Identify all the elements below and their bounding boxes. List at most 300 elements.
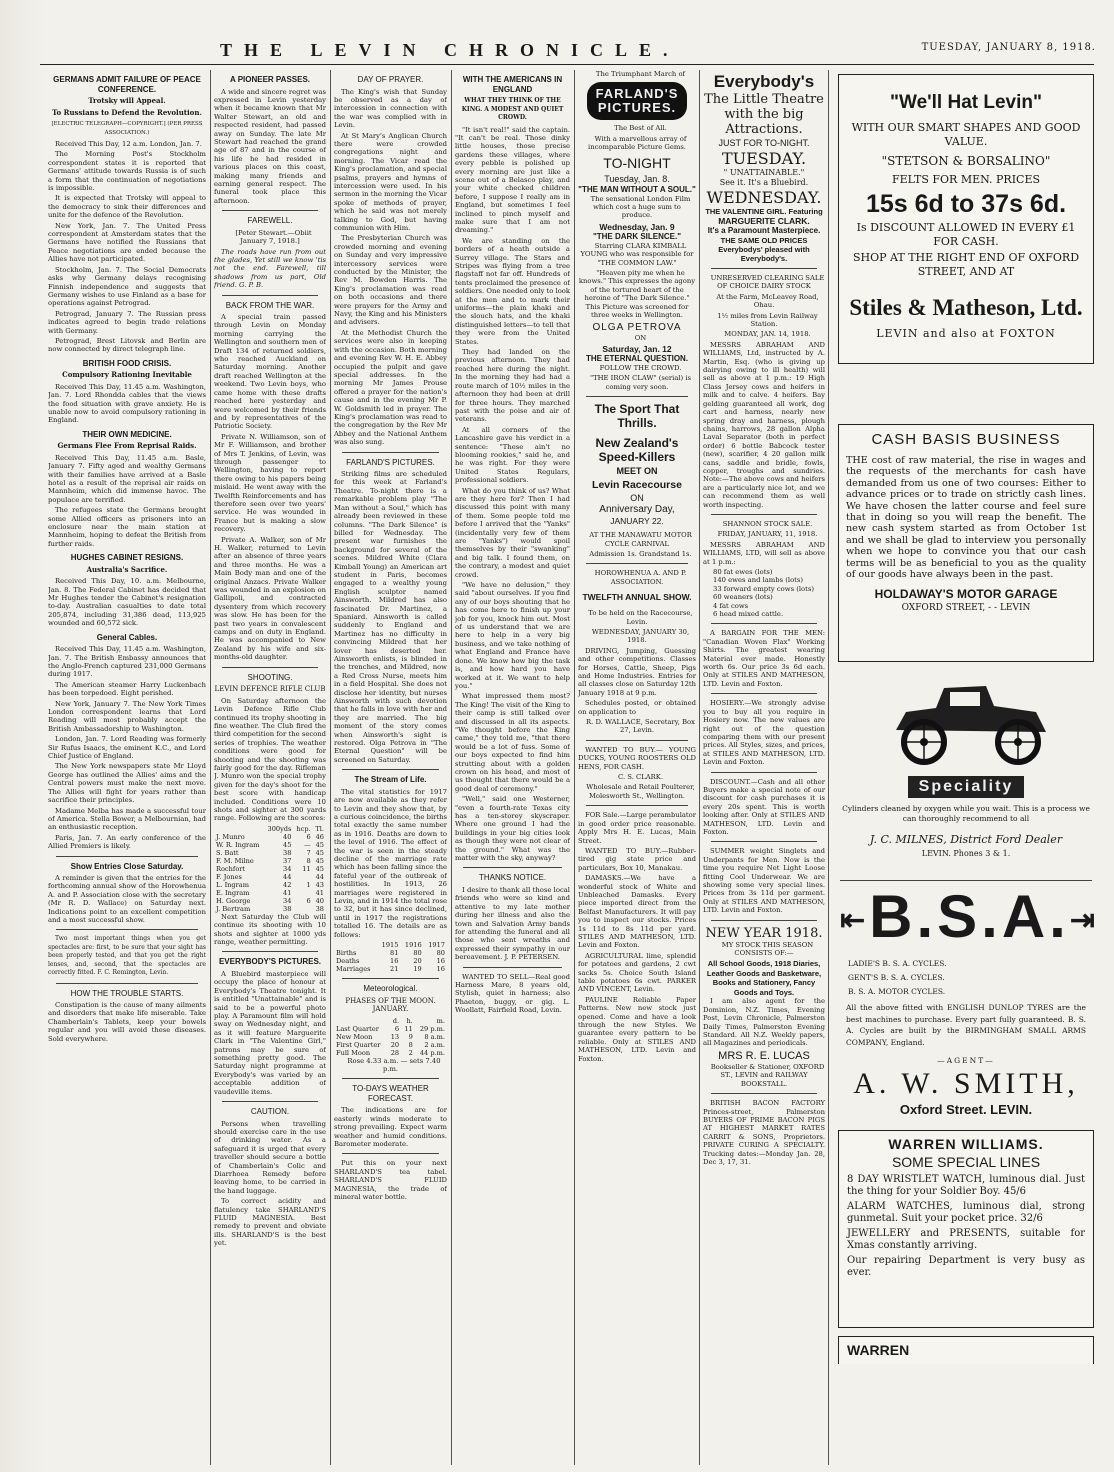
classified-ad: WANTED TO BUY.— YOUNG DUCKS, YOUNG ROOSTERS OLD HENS, FOR CASH.	[578, 745, 696, 771]
ad-text: SHOP AT THE RIGHT END OF OXFORD STREET, AND AT	[852, 251, 1080, 278]
farlands-logo	[578, 82, 696, 120]
divider	[711, 514, 817, 515]
table-cell: 45	[315, 864, 324, 873]
table-row	[214, 873, 326, 881]
column-rule	[828, 70, 829, 1465]
classified-ad: FOR Sale.—Large perambulator in good order price reasonable. Apply Mrs H. E. Lucas, Main Street.	[578, 811, 696, 845]
article-paragraph: Striking films are scheduled for this week at Farland's Theatre. To-night there is a remarkable problem play "The Man without a Soul," which has already been reviewed in these columns. "The Dark Silence" is billed for Wednesday. The present war furnishes the background for several of the scenes. Mildred White (Clara Kimball Young) an American art student in Paris, becomes engaged to a wealthy young English sculptor named Ainsworth. Mildred has also fascinated Dr. Martinez, a Spaniard. Ainsworth is called suddenly to England and Martinez has no difficulty in convincing Mildred that her lover has deserted her. Ainsworth enlists, is blinded in the trenches, and Mildred, now a Red Cross Nurse, meets him in a field Hospital. She does not disclose her identity, but nurses Ainsworth with such devotion that he falls in love with her and they are married. The big moment of the story comes when Ainsworth's sight is restored. Olga Petrova in "The Eternal Question" will be screened on Saturday.	[334, 470, 447, 764]
headline: A PIONEER PASSES.	[229, 75, 311, 84]
divider	[56, 856, 198, 857]
ad-date: MONDAY, JAN. 14, 1918.	[724, 330, 811, 339]
film-title: THE VALENTINE GIRL. Featuring	[705, 207, 823, 216]
ad-heading: MRS R. E. LUCAS	[718, 1049, 810, 1062]
table-cell: 38	[283, 848, 292, 857]
article-paragraph: The King's wish that Sunday be observed as a day of intercession in connection with the war was complied with in Levin.	[334, 87, 447, 130]
divider	[222, 210, 318, 211]
classified-ad: SUMMER weight Singlets and Underpants for Men. Now is the time you require Net Light Loose fitting Cool Underwear. We are showing some very special lines. Prices from 3s 11d per garment. Only at STILES AND MATHESON, LTD. Levin and Foxton.	[703, 847, 825, 915]
table-header	[334, 1017, 387, 1025]
table-cell	[293, 889, 312, 897]
divider	[586, 740, 688, 741]
ad-date: JANUARY 22.	[610, 516, 664, 527]
ad-text: 1½ miles from Levin Railway Station.	[717, 311, 818, 329]
headline: GERMANS ADMIT FAILURE OF PEACE CONFERENCE.	[53, 75, 201, 94]
list-item: B. S. A. MOTOR CYCLES.	[848, 987, 946, 997]
table-header: m.	[436, 1016, 445, 1025]
motor-car-illustration	[866, 672, 1066, 772]
ad-text: "STETSON & BORSALINO"	[881, 154, 1051, 168]
table-cell: 28	[390, 1048, 400, 1057]
ad-text: "Heaven pity me when he knows." This expresses the agony of the tortured heart of the heroine of "The Dark Silence." This Picture was screened for three weeks in Wellington.	[578, 269, 696, 320]
table-cell: 16	[390, 957, 399, 966]
film-title: "THE MAN WITHOUT A SOUL."	[578, 184, 696, 194]
table-cell: Deaths	[336, 957, 360, 966]
column-rule	[330, 70, 331, 1465]
table-cell: 46	[315, 832, 324, 841]
classified-ad: A BARGAIN FOR THE MEN: "Canadian Woven Flax" Working Shirts. The greatest wearing Material ever made. Honestly worth 6s. Our price 3s 6d each. Only at STILES AND MATHESON, LTD. Levin and Foxton.	[703, 629, 825, 688]
ad-heading: TWELFTH ANNUAL SHOW.	[582, 592, 692, 603]
article-paragraph: Received This Day, 10. a.m. Melbourne, Jan. 8. The Federal Cabinet has decided that Mr Hughes tender the Cabinet's resignation to-day. Australian casualties to date total 205,874, including 31,386 dead, 113,925 wounded and 60,572 sick.	[48, 577, 206, 628]
table-header: hcp.	[296, 824, 311, 833]
arrow-right-icon: ⇥	[1069, 904, 1099, 938]
ad-text: Starring CLARA KIMBALL YOUNG who was responsible for "THE COMMON LAW."	[580, 241, 694, 267]
table-header-row	[334, 941, 447, 949]
table-cell: 11	[302, 864, 311, 873]
table-cell: 80	[436, 949, 445, 958]
ad-heading: New Zealand's Speed-Killers	[595, 436, 679, 465]
list-item: 33 forward empty cows (lots)	[713, 584, 815, 593]
headline: Show Entries Close Saturday.	[70, 861, 184, 871]
table-cell: 6	[306, 896, 311, 905]
ad-text: The Little Theatre with the big Attractions.	[704, 92, 824, 137]
ad-text: OXFORD STREET, - - LEVIN	[901, 603, 1031, 614]
table-row	[214, 881, 326, 889]
table-cell: 38	[315, 904, 324, 913]
subheadline: Compulsory Rationing Inevitable	[62, 370, 192, 380]
ad-text: With a marvellous array of incomparable Picture Gems.	[588, 134, 687, 152]
advert-paragraph: To correct acidity and flatulency take SHARLAND'S FLUID MAGNESIA. Best remedy to prevent and obviate ills. SHARLAND'S is the best yet.	[214, 1197, 326, 1248]
divider	[342, 1153, 439, 1154]
ad-text: Bookseller & Stationer, OXFORD ST., LEVIN and RAILWAY BOOKSTALL.	[710, 1062, 825, 1088]
classified-ad: HOSIERY.—We strongly advise you to buy all you require in Hosiery now. The new values are right out of the question comparing them with our present prices. All Styles, sizes, and prices, at STILES AND MATHESON, LTD. Levin and Foxton.	[703, 699, 825, 767]
masthead-rule	[40, 64, 1094, 65]
divider	[222, 295, 318, 296]
bsa-logo	[840, 883, 1099, 953]
article-paragraph: The refugees state the Germans brought some Allied officers as prisoners into an enclosure near the main station at Mannheim, hoping to defeat the British from further raids.	[48, 506, 206, 548]
divider	[463, 967, 562, 968]
divider	[711, 1093, 817, 1094]
list-item: 60 weaners (lots)	[713, 593, 773, 602]
credit-line: [ELECTRIC TELEGRAPH—COPYRIGHT.] (PER PRESS ASSOCIATION.)	[51, 121, 203, 136]
divider	[840, 880, 1092, 881]
ad-text: ON	[634, 333, 647, 342]
classified-ad: DISCOUNT.—Cash and all other Buyers make a special note of our discount for cash purchases it is every 20s spent. This is worth looking after. Only at STILES AND MATHESON, LTD. Levin and Foxton.	[703, 777, 825, 836]
article-paragraph: "We have no delusion," they said "about ourselves. If you find any of our boys shouting that he has come here to finish up your job for you, knock him out. Most of us understand that we are here to help in a very big business, and we take nothing of what England and France have done. We know how big the task is, and how hard you have worked at it. We want to help you."	[455, 581, 570, 690]
ad-text: MARGUERITE CLARK.	[718, 216, 810, 226]
table-row	[334, 1041, 447, 1049]
table-header	[334, 941, 377, 949]
film-title: " UNATTAINABLE."	[723, 168, 805, 177]
table-cell: 45	[315, 840, 324, 849]
classified-ad: AGRICULTURAL lime, splendid for potatoes and gardens, 2 cwt sacks 5s. Choice South Island table potatoes 6s cwt. PARKER AND VINCENT, Levin.	[578, 951, 696, 994]
ad-text: See it. It's a Bluebird.	[719, 178, 809, 187]
table-cell: 1	[306, 880, 311, 889]
table-cell: 2 a.m.	[424, 1040, 445, 1049]
ad-text: MEET ON	[616, 466, 658, 477]
article-paragraph: At the Methodist Church the services were also in keeping with the occasion. Both morning and evening Rev W. H. E. Abbey occupied the pulpit and gave special addresses. In the morning Mr James Prouse offered a prayer for the nation's cause and in the evening Mr P. W. Goldsmith led in prayer. The King's proclamation was read to the congregation by the Rev Mr Abbey and the National Anthem was also sung.	[334, 328, 447, 447]
headline: BACK FROM THE WAR.	[225, 300, 315, 310]
table-cell: H. George	[216, 896, 251, 905]
ad-text: Admission 1s. Grandstand 1s.	[589, 549, 692, 558]
subheadline: WHAT THEY THINK OF THE KING. A MODEST AND QUIET CROWD.	[461, 97, 564, 121]
headline: FARLAND'S PICTURES.	[346, 457, 435, 467]
list-item: 80 fat ewes (lots)	[713, 568, 773, 576]
table-cell: 11	[404, 1024, 413, 1033]
table-row	[214, 905, 326, 913]
table-row	[214, 833, 326, 841]
ad-date: FRIDAY, JANUARY, 11, 1918.	[717, 530, 818, 539]
table-cell: 34	[283, 864, 292, 873]
list-item: 4 fat cows	[713, 601, 749, 610]
warren-advert-continued	[838, 1336, 1094, 1364]
article-paragraph: A special train passed through Levin on Monday morning carrying the Wellington and southern men of Draft 134 of returned soldiers, who reached Auckland on Saturday morning. Another draft reached Wellington at the weekend. Two Levin boys, who came home with these drafts reached here yesterday and were welcomed by their friends and by representatives of the Patriotic Society.	[214, 313, 326, 431]
table-header: d.	[392, 1016, 400, 1025]
table-cell: 6	[394, 1024, 400, 1033]
ad-text: It's a Paramount Masterpiece.	[707, 226, 821, 235]
headline: DAY OF PRAYER.	[357, 75, 424, 84]
ad-text: Oxford Street. LEVIN.	[899, 1102, 1033, 1118]
divider	[711, 623, 817, 624]
table-row	[334, 965, 447, 973]
article-paragraph: New York, Jan. 7. The United Press correspondent at Amsterdam states that the Germans have notified the Russians that Peace negotiations are ended because the Allies have not participated.	[48, 221, 206, 264]
table-row	[334, 1033, 447, 1041]
column-4	[455, 70, 570, 1465]
table-row	[214, 897, 326, 905]
table-cell: E. Ingram	[216, 888, 250, 897]
article-paragraph: At all corners of the Lancashire gave his verdict in a sentence: "These ain't no blooming rookies," said he, and he was right. For they were United States Regulars, professional soldiers.	[455, 425, 570, 485]
masthead-date: TUESDAY, JANUARY 8, 1918.	[921, 42, 1096, 53]
ad-text: MESSRS ABRAHAM AND WILLIAMS, LTD, will sell as above at 1 p.m.:	[703, 540, 825, 566]
ad-text: "THE IRON CLAW" (serial) is coming very soon.	[589, 374, 692, 391]
table-cell: 20	[413, 957, 422, 966]
table-cell: 45	[283, 840, 292, 849]
headline: WITH THE AMERICANS IN ENGLAND	[462, 75, 563, 94]
column-6	[703, 70, 825, 1465]
table-cell: S. Batt	[216, 848, 239, 857]
headline: SHOOTING.	[247, 672, 293, 682]
ad-date: WEDNESDAY, JANUARY 30, 1918.	[591, 627, 690, 645]
article-paragraph: A wide and sincere regret was expressed in Levin yesterday when it became known that Mr Walter Stewart, an old and respected resident, had passed away on Sunday. The late Mr Stewart had reached the grand age of 87 and in the course of his life he had resided in various places on this coast, making many friends and earning general respect. The funeral took place this afternoon.	[214, 87, 326, 205]
table-cell: J. Munro	[216, 832, 245, 841]
table-cell: 40	[315, 896, 324, 905]
article-paragraph: London, Jan. 7. Lord Reading was formerly Sir Rufus Isaacs, the eminent K.C., and Lord Chief Justice of England.	[48, 735, 206, 761]
headline: HUGHES CABINET RESIGNS.	[70, 553, 184, 563]
headline: EVERYBODY'S PICTURES.	[218, 957, 322, 967]
table-cell: 21	[390, 965, 399, 974]
article-paragraph: The American steamer Harry Luckenbach has been torpedoed. Eight perished.	[48, 680, 206, 698]
table-cell: Births	[336, 949, 357, 958]
divider	[222, 1101, 318, 1102]
divider	[222, 667, 318, 668]
article-paragraph: On Saturday afternoon the Levin Defence Rifle Club continued its trophy shooting in fine weather. The Club fired the third competition for the second series of trophies. The weather conditions were good for shooting and the shooting was fairly good for the day. Rifleman J. Munro won the special trophy given for the day's shoot for the best score with handicap included. Conditions were 10 shots and sighter at 300 yards range. Following are the scores:	[214, 696, 326, 823]
subheadline: Germans Flee From Reprisal Raids.	[57, 441, 197, 451]
classified-ad: DAMASKS.—We have a wonderful stock of White and Unbleached Damasks. Every piece imported direct from the Belfast Manufacturers. It will pay you to inspect our stocks. Prices 1s 11d to 8s 11d per yard. STILES AND MATHESON, LTD. Levin and Foxton.	[578, 874, 696, 950]
notice-paragraph: I desire to thank all those local friends who were so kind and attentive to my late mother during her illness and also the town and Salvation Army bands for attending the funeral and all those who sent wreaths and expressed their sympathy in our bereavement. J. P. PETERSEN.	[455, 885, 570, 962]
ad-heading: A. W. SMITH,	[853, 1067, 1079, 1101]
table-row	[334, 1049, 447, 1057]
ad-text: Cylinders cleaned by oxygen while you wait. This is a process we can thoroughly recommend to all	[842, 804, 1090, 823]
subheadline: LEVIN DEFENCE RIFLE CLUB	[214, 685, 326, 694]
ad-text: At the Farm, McLeavey Road, Ohau.	[716, 292, 819, 310]
table-cell: 45	[315, 856, 324, 865]
table-cell: 44	[283, 872, 292, 881]
table-row	[214, 841, 326, 849]
list-item: 140 ewes and lambs (lots)	[713, 576, 804, 585]
article-paragraph: Received This Day, 11.45 a.m. Washington, Jan. 7. The British Embassy announces that the Anglo-French captured 231,000 Germans during 1917.	[48, 645, 206, 679]
ad-text: R. D. WALLACE, Secretary, Box 27, Levin.	[586, 718, 695, 735]
article-paragraph: "It isn't real!" said the captain. "It can't be real. Those dinky little houses, those precise gardens these villages, where every pebble is polished up every morning are just like a scene out of a Belasco play, and your white checked children before, I suppose I really am in England, but sometimes I feel inclined to pinch myself and make sure that I am not dreaming."	[455, 125, 570, 235]
ad-text: Our repairing Department is very busy as ever.	[847, 1255, 1085, 1278]
column-3	[334, 70, 447, 1465]
divider	[711, 841, 817, 842]
poem-dedication: [Peter Stewart.—Obiit January 7, 1918.]	[235, 228, 312, 246]
ad-text: ALARM WATCHES, luminous dial, strong gunmetal. Suit your pocket price. 32/6	[847, 1201, 1085, 1224]
ad-text: AT THE MANAWATU MOTOR CYCLE CARNIVAL	[589, 531, 692, 548]
table-cell	[293, 873, 312, 881]
table-cell: 6	[306, 832, 311, 841]
headline: The Stream of Life.	[354, 775, 427, 785]
ad-heading: The Sport That Thrills.	[594, 402, 680, 431]
article-paragraph: A Bluebird masterpiece will occupy the place of honour at Everybody's Theatre tonight. It is entitled "Unattainable" and is said to be a powerful photo play. A Paramount film will hold sway on Wednesday night, and as it will feature Marguerite Clark in "The Valentine Girl," patrons may be sure of something pretty good. The Saturday night programme at Everybody's was varied by an acceptable addition of vaudeville items.	[214, 969, 326, 1096]
article-paragraph: Received This Day, 11.45 a.m. Basle, January 7. Fifty aged and wealthy Germans with their families have arrived at a Basle hotel as a result of the reprisal air raids on Mannheim, which did immense havoc. The populace are terrified.	[48, 453, 206, 504]
divider	[342, 769, 439, 770]
article-paragraph: Private N. Williamson, son of Mr F. Williamson, and brother of Mrs T. Jenkins, of Levin, was through passenger to Wellington, having to report there owing to his papers being mislaid. He went away with the Twelfth Reinforcements and has therefore seen over two years' service. He was wounded in France but is making a slow recovery.	[214, 432, 326, 534]
table-cell: 40	[283, 832, 292, 841]
table-cell: 45	[315, 848, 324, 857]
article-paragraph: New York, January 7. The New York Times London correspondent learns that Lord Reading will most probably accept the British Ambassadorship to Washington.	[48, 699, 206, 733]
article-paragraph: What impressed them most? The King! The visit of the King to their camp is still talked over and discussed in all its aspects. "We thought before the King came," they told me, "that there would be a lot of fuss. Some of our boys expected to find him strutting about with a golden crown on his head, and most of us thought that there would be a good deal of ceremony."	[455, 692, 570, 793]
ad-text: MESSRS ABRAHAM AND WILLIAMS, Ltd, instructed by A. Martin, Esq. (who is giving up dairying owing to ill health) will sell as above at 1 p.m.: 19 High Class Jersey cows and heifers in milk and to calve. 4 heifers. Bay gelding guaranteed all work, dog cart and harness, nearly new spring dray and harness, plough chains, harrows, 28 gallon Alpha Laval Separator (both in perfect order) 6 bottle Babcock tester (new), scarifier, 4 20 gallon milk cans, saddle and bridle, fowls, copper, troughs and sundries. Note:—The above cows and heifers are a particularly nice lot, and we can recommend them as well worth inspecting.	[703, 340, 825, 509]
ad-text: All School Goods, 1918 Diaries, Leather Goods and Basketware, Books and Stationery, Fancy Goods and Toys.	[706, 959, 822, 997]
ad-heading: Anniversary Day,	[599, 504, 675, 516]
divider	[342, 452, 439, 453]
article-paragraph: At St Mary's Anglican Church there were crowded congregations night and morning. The Vicar read the King's proclamation, and special psalms, prayers and hymns of intercession were used. In his sermon in the morning the Vicar spoke of methods of prayer, which he said was not merely talking to God, but having communion with Him.	[334, 131, 447, 232]
table-cell: 81	[390, 949, 399, 958]
classified-ad: WANTED TO SELL—Real good Harness Mare, 8 years old, Stylish, quiet in harness; also Phaeton, buggy, or gig. L. Woollatt, Fairfield Road, Levin.	[455, 972, 570, 1015]
firm-name: Stiles & Matheson, Ltd.	[849, 295, 1083, 320]
table-cell: 34	[283, 896, 292, 905]
ad-heading: SHANNON STOCK SALE.	[722, 519, 813, 528]
ad-text: All the above fitted with ENGLISH DUNLOP TYRES are the best machines to purchase. Every part fully guaranteed. B. S. A. Cycles are built by the BIRMINGHAM SMALL ARMS COMPANY, England.	[846, 1003, 1086, 1047]
table-cell: 43	[315, 880, 324, 889]
table-cell	[293, 905, 312, 913]
ad-heading: J. C. MILNES, District Ford Dealer	[869, 833, 1063, 846]
divider	[711, 693, 817, 694]
classified-ad: PAULINE Reliable Paper Patterns. New new stock just opened. Come and have a look through the new Styles. We guarantee every pattern to be reliable. Only at STILES AND MATHESON, LTD. Levin and Foxton.	[578, 995, 696, 1063]
advert-paragraph: Put this on your next SHARLAND'S tea tabel. SHARLAND'S FLUID MAGNESIA, the trade of mineral water bottle.	[334, 1159, 447, 1202]
subheadline: PHASES OF THE MOON. JANUARY.	[345, 996, 436, 1014]
classified-ad: WANTED TO BUY.—Rubber-tired gig state price and particulars, Box 10, Manakau.	[578, 846, 696, 872]
table-cell: 8 a.m.	[424, 1032, 445, 1041]
ad-date: Saturday, Jan. 12	[602, 343, 672, 354]
ad-heading: Everybody's	[713, 72, 815, 91]
article-paragraph: Petrograd, Brest Litovsk and Berlin are now connected by direct telegraph line.	[48, 336, 206, 354]
article-paragraph: Next Saturday the Club will continue its shooting with 10 shots and sighter at 1000 yds range, weather permitting.	[214, 912, 326, 946]
ad-text: DRIVING, Jumping, Guessing and other competitions. Classes for Horses, Cattle, Sheep, Pigs and Home Industries. Entries for all classes close on Saturday 12th January 1918 at 9 p.m.	[578, 646, 696, 697]
divider	[711, 920, 817, 921]
price-range: 15s 6d to 37s 6d.	[865, 190, 1067, 218]
table-cell: New Moon	[336, 1032, 373, 1041]
cash-basis-advert	[838, 424, 1094, 662]
table-cell: Last Quarter	[336, 1024, 379, 1033]
ad-heading: TUESDAY.	[721, 149, 807, 168]
table-cell: J. Bertram	[216, 904, 251, 913]
ad-text: 8 DAY WRISTLET WATCH, luminous dial. Just the thing for your Soldier Boy. 45/6	[847, 1174, 1085, 1197]
table-cell: F. Jones	[216, 872, 242, 881]
ad-text: The sensational London Film which cost a huge sum to produce.	[590, 194, 691, 220]
advert-paragraph: Two most important things when you get spectacles are: first, to be sure that your sight has been properly tested, and that you get the right lenses, and, second, that the spectacles are correctly fitted. F. C. Remington, Levin.	[48, 935, 206, 977]
ad-heading: HOLDAWAY'S MOTOR GARAGE	[874, 587, 1058, 602]
table-cell: 2	[408, 1048, 413, 1057]
table-cell: —	[304, 840, 311, 849]
divider	[586, 805, 688, 806]
article-paragraph: The vital statistics for 1917 are now available as they refer to Levin and they show that, by a curious coincidence, the births total exactly the same number as in 1916. Deaths are down to the level of 1916. The effect of the war is seen in the steady decline of the marriage rate which has been falling since the fateful year of the outbreak of hostilities. In 1913, 26 marriages were registered in Levin, and in 1914 the total rose to 32, but it has since declined, until in 1917 the registrations totalled 16. The details are as follows:	[334, 787, 447, 939]
article-paragraph: It is expected that Trotsky will appeal to the democracy to sink their differences and unite for the defence of the Revolution.	[48, 194, 206, 220]
article-paragraph: They had landed on the previous afternoon. They had reached here during the night. In the morning they had had a route march of 10½ miles in the afternoon they had been at drill for three hours. They marched past with the poise and air of veterans.	[455, 348, 570, 424]
table-cell: 13	[390, 1032, 400, 1041]
divider	[586, 396, 688, 397]
divider	[342, 1078, 439, 1079]
ad-heading: "We'll Hat Levin"	[889, 92, 1043, 113]
ad-text: —AGENT—	[937, 1056, 995, 1066]
farlands-logo-text: FARLAND'S PICTURES.	[587, 82, 687, 120]
subheadline: Trotsky will Appeal.	[88, 96, 166, 105]
ad-date: Wednesday, Jan. 9	[599, 221, 675, 232]
bsa-logo-text: B.S.A.	[869, 883, 1070, 950]
masthead	[0, 38, 1114, 66]
article-paragraph: Petrograd, January 7. The Russian press indicates agreed to begin trade relations with Germany.	[48, 309, 206, 335]
table-cell: 44 p.m.	[419, 1048, 445, 1057]
divider	[586, 563, 688, 564]
ad-text: WITH OUR SMART SHAPES AND GOOD VALUE.	[851, 121, 1081, 148]
ad-text: MY STOCK THIS SEASON CONSISTS OF:—	[721, 940, 814, 958]
ad-heading: Levin Racecourse	[592, 479, 682, 492]
ad-text: I am also agent for the Dominion, N.Z. Times, Evening Post, Levin Chronicle, Palmerston Daily Times, Palmerston Evening Standard. All N.Z. Weekly papers, all Magazines and periodicals.	[703, 997, 825, 1048]
advert-paragraph: Constipation is the cause of many ailments and disorders that make life miserable. Take Chamberlain's Tablets, keep your bowels regular and you will avoid these diseases. Sold everywhere.	[48, 1001, 206, 1043]
ad-heading: TO-NIGHT	[603, 154, 671, 171]
table-header-row	[334, 1017, 447, 1025]
poem: The roads have run from out the glades, Yet still we know 'tis not the end. Farewell, till shadows from us part, Old friend. G. P. B.	[214, 247, 326, 290]
column-1	[48, 70, 206, 1465]
table-cell: First Quarter	[336, 1040, 381, 1049]
moon-phases-table	[334, 1017, 447, 1057]
column-rule	[210, 70, 211, 1465]
ad-text: Wholesale and Retail Poulterer, Molesworth St., Wellington.	[586, 783, 695, 800]
ad-heading: WARREN	[847, 1342, 910, 1358]
ad-text: LEVIN and also at FOXTON	[876, 327, 1056, 340]
table-row	[214, 857, 326, 865]
ad-text: JEWELLERY and PRESENTS, suitable for Xmas constantly arriving.	[847, 1228, 1085, 1251]
ad-heading: CASH BASIS BUSINESS	[871, 431, 1061, 448]
divider	[222, 951, 318, 952]
warren-williams-advert	[838, 1130, 1094, 1328]
table-header: h.	[406, 1016, 413, 1025]
hat-advert	[838, 74, 1094, 364]
ad-text: ON	[630, 493, 644, 504]
divider	[342, 978, 439, 979]
bsa-list	[840, 957, 1092, 999]
headline: HOW THE TROUBLE STARTS.	[70, 988, 184, 998]
divider	[463, 867, 562, 868]
table-cell: 44	[315, 872, 324, 881]
ad-text: FELTS FOR MEN. PRICES	[891, 173, 1041, 186]
table-row	[334, 957, 447, 965]
divider	[56, 983, 198, 984]
table-cell: Marriages	[336, 965, 371, 974]
ad-text: JUST FOR TO-NIGHT.	[718, 138, 810, 148]
table-row	[214, 865, 326, 873]
ad-text: LEVIN. Phones 3 & 1.	[921, 849, 1011, 858]
article-paragraph: We are standing on the borders of a heath outside a Surrey village. The Stars and Stripes was flying from a tree flagstaff not far off. Hundreds of tents proclaimed the presence of soldiers. One needed only to look at the men and to mark their uniforms—the plain khaki and the slouch hats, and the khaki distinguished letters—to tell that they were from the United States.	[455, 236, 570, 346]
ad-text: FOLLOW THE CROWD.	[599, 363, 682, 372]
article-paragraph: The Morning Post's Stockholm correspondent states it is reported that Germans' attitude towards Russia is of such a form that the continuation of negotiations is impossible.	[48, 150, 206, 193]
torn-left-edge	[0, 0, 44, 1472]
table-cell: 20	[390, 1040, 400, 1049]
article-paragraph: Madame Melba has made a successful tour of America. Stella Bower, a Melbournian, had an enthusiastic reception.	[48, 806, 206, 832]
column-rule	[574, 70, 575, 1465]
ad-heading: WEDNESDAY.	[706, 188, 822, 207]
table-header-row	[214, 825, 326, 833]
table-cell: 8	[306, 856, 311, 865]
column-5	[578, 70, 696, 1465]
ford-advert	[840, 668, 1092, 868]
table-cell: 9	[408, 1032, 413, 1041]
headline: TO-DAYS WEATHER FORECAST.	[352, 1084, 429, 1103]
film-title: "THE DARK SILENCE."	[592, 231, 682, 241]
list-item: 6 head mixed cattle.	[713, 610, 784, 619]
masthead-title: THE LEVIN CHRONICLE.	[220, 40, 680, 60]
table-cell: 41	[283, 888, 292, 897]
article-paragraph: Paris, Jan. 7. An early conference of the Allied Premiers is likely.	[48, 833, 206, 851]
headline: FAREWELL.	[247, 216, 293, 226]
ad-text: Is DISCOUNT ALLOWED IN EVERY £1 FOR CASH.	[856, 221, 1076, 248]
table-cell: 29 p.m.	[419, 1024, 445, 1033]
table-cell: L. Ingram	[216, 880, 249, 889]
scores-table	[214, 825, 326, 913]
arrow-left-icon: ⇤	[840, 904, 870, 938]
sun-times: Rose 4.33 a.m. — sets 7.40 p.m.	[347, 1056, 441, 1073]
column-rule	[451, 70, 452, 1465]
table-cell: 80	[413, 949, 422, 958]
star-name: OLGA PETROVA	[592, 321, 682, 333]
classified-ad: BRITISH BACON FACTORY Princes-street, Palmerston BUYERS OF PRIME BACON PIGS AT HIGHEST MARKET RATES CARRIT & SONS, Proprietors. PRIVATE CURING A SPECIALTY. Trucking dates:—Monday Jan. 28, Dec 3, 17, 31.	[703, 1099, 825, 1166]
ad-text: THE SAME OLD PRICES Everybodys' pleased with Everybody's.	[718, 236, 810, 263]
column-2	[214, 70, 326, 1465]
article-paragraph: The New York newspapers state Mr Lloyd George has outlined the Allies' aims and the Central powers must make the next move. The Allies will fight for years rather than sacrifice their principles.	[48, 762, 206, 805]
ad-heading: SOME SPECIAL LINES	[891, 1154, 1041, 1170]
article-paragraph: What do you think of us? What are they here for? Then I had discussed this point with many of them. Some people told me before I arrived that the "Yanks" (incidentally very few of them are "Yanks") would spoil themselves by their "swanking" and big talk. I found them, on the contrary, a modest and quiet crowd.	[455, 486, 570, 579]
table-header: 300yds	[267, 824, 292, 833]
article-paragraph: The Presbyterian Church was crowded morning and evening on Sunday and very impressive intercessory services were conducted by the Minister, the Rev M. Bowden Harris. The King's proclamation was read on both occasions and there were prayers for the Army and Navy, the King and his Ministers and advisers.	[334, 234, 447, 327]
table-cell: W. R. Ingram	[216, 840, 260, 849]
sale-list	[703, 568, 825, 618]
divider	[711, 268, 817, 269]
table-cell: 16	[436, 965, 445, 974]
table-cell: 37	[283, 856, 292, 865]
headline: BRITISH FOOD CRISIS.	[82, 358, 172, 368]
headline: THANKS NOTICE.	[478, 873, 547, 883]
headline: General Cables.	[96, 632, 158, 642]
table-header: 1916	[404, 941, 422, 950]
